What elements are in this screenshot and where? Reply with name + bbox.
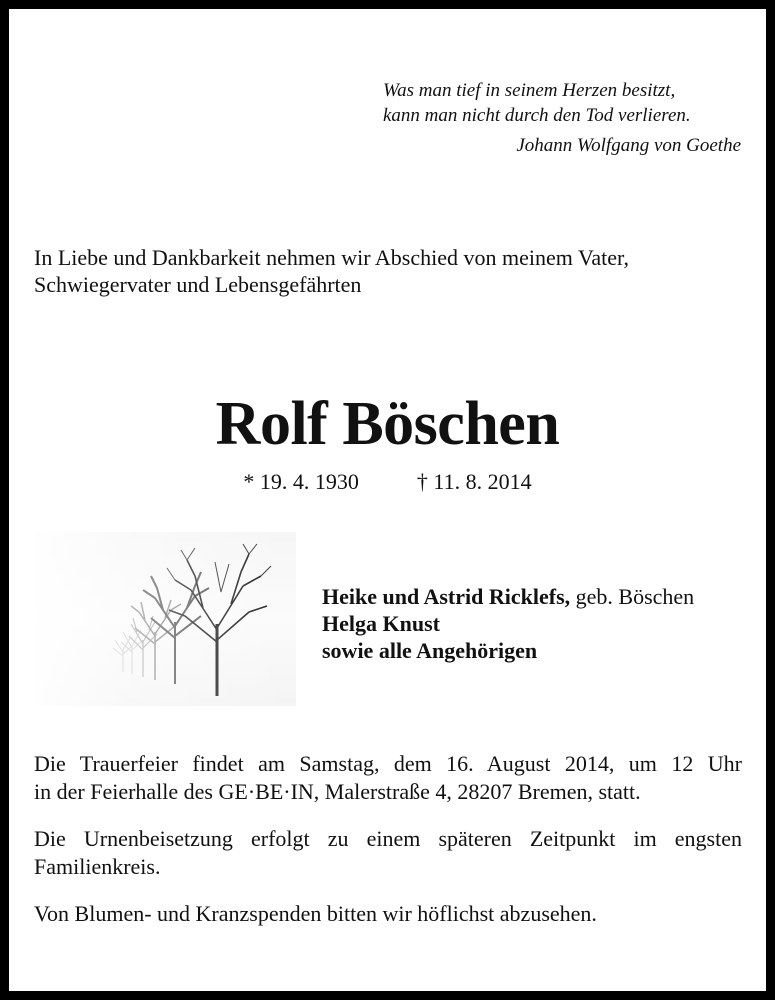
family-line-3: sowie alle Angehörigen [322, 638, 538, 663]
ceremony-line-1: Die Trauerfeier findet am Samstag, dem 16. August 2014, um 12 Uhr [34, 751, 742, 776]
ceremony-paragraph [34, 750, 742, 806]
tree-icon [35, 532, 296, 706]
life-dates [0, 468, 775, 496]
death-date: † 11. 8. 2014 [416, 469, 532, 494]
flowers-line-1: Von Blumen- und Kranzspenden bitten wir höflichst abzusehen. [34, 901, 597, 926]
winter-trees-photo [35, 532, 296, 706]
family-line-2: Helga Knust [322, 611, 440, 636]
flowers-paragraph [34, 900, 742, 928]
quote-line-2: kann man nicht durch den Tod verlieren. [383, 105, 691, 126]
quote-line-1: Was man tief in seinem Herzen besitzt, [383, 80, 676, 101]
goethe-quote [321, 78, 741, 158]
deceased-name: Rolf Böschen [215, 390, 560, 458]
family-line-1 [322, 583, 752, 610]
quote-author: Johann Wolfgang von Goethe [516, 135, 741, 156]
intro-text [34, 244, 746, 298]
urn-paragraph [34, 825, 742, 881]
urn-line-2: Familienkreis. [34, 854, 161, 879]
family-members [322, 583, 752, 664]
family-line-1-rest: geb. Böschen [570, 584, 695, 609]
family-line-1-bold: Heike und Astrid Ricklefs, [322, 584, 571, 609]
birth-date: * 19. 4. 1930 [243, 469, 359, 494]
ceremony-line-2: in der Feierhalle des GE·BE·IN, Malerstraße 4, 28207 Bremen, statt. [34, 779, 641, 804]
intro-line-2: Schwiegervater und Lebensgefährten [34, 272, 362, 297]
urn-line-1: Die Urnenbeisetzung erfolgt zu einem späteren Zeitpunkt im engsten [34, 826, 742, 851]
intro-line-1: In Liebe und Dankbarkeit nehmen wir Abschied von meinem Vater, [34, 245, 629, 270]
